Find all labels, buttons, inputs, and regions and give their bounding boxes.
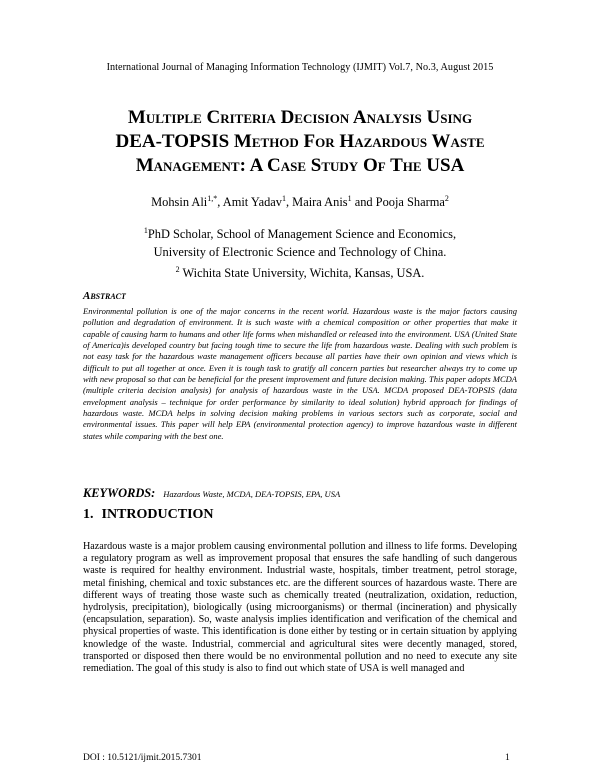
paper-title bbox=[0, 106, 600, 178]
section-heading-introduction bbox=[83, 507, 214, 523]
author-affiliation-mark: 2 bbox=[444, 194, 449, 203]
author-affiliation-mark: 1,* bbox=[207, 194, 218, 203]
journal-running-head: International Journal of Managing Information Technology (IJMIT) Vol.7, No.3, August 2015 bbox=[106, 62, 494, 73]
affiliations bbox=[0, 222, 600, 282]
author-name: Mohsin Ali bbox=[151, 195, 208, 209]
author-name: , Amit Yadav bbox=[217, 195, 282, 209]
introduction-paragraph: Hazardous waste is a major problem causing environmental pollution and illness to life forms. Developing a regulatory program as well as improvement proposal that ensures the safe handling of such dangerous waste is required for healthy environment. Industrial waste, hospitals, timber treatment, petrol storage, metal finishing, chemical and toxic substances etc. are the different sources of hazardous waste. There are different ways of treating those waste such as chemically treated (neutralization, oxidation, reduction, hydrolysis, precipitation), biologically (using microorganisms) or thermal (incineration) and physically (encapsulation, separation). So, waste analysis implies identification and verification of the chemical and physical properties of waste. This identification is done either by testing or in certain situation by applying knowledge of the waste. Industrial, commercial and agricultural sites were decently managed, stored, transported or disposed then there would be no environmental pollution and no need to execute any site remediation. The goal of this study is also to find out which state of USA is well managed and bbox=[83, 541, 517, 675]
author-list bbox=[0, 194, 600, 210]
author-name: , Maira Anis bbox=[285, 195, 348, 209]
affiliation-1-continued: University of Electronic Science and Technology of China. bbox=[153, 245, 447, 259]
title-line-2: DEA-TOPSIS Method For Hazardous Waste bbox=[115, 131, 485, 152]
author-affiliation-mark: 1 bbox=[281, 194, 286, 203]
title-line-3: Management: A Case Study Of The USA bbox=[135, 155, 465, 176]
page-number: 1 bbox=[505, 753, 510, 763]
section-title: INTRODUCTION bbox=[101, 507, 214, 522]
affiliation-1: $^1$PhD Scholar, School of Management Science and Economics, bbox=[143, 226, 457, 241]
abstract-heading: Abstract bbox=[83, 290, 126, 302]
affiliation-2: $^2$ Wichita State University, Wichita, Kansas, USA. bbox=[175, 265, 425, 280]
author-name: and Pooja Sharma bbox=[351, 195, 445, 209]
abstract-body: Environmental pollution is one of the major concerns in the recent world. Hazardous waste is the major factors causing pollution and degradation of environment. It is such waste with a chemical composition or other properties that make it capable of causing harm to humans and other life forms when mishandled or released into the environment. USA (United State of America)is developed country but facing tough time to secure the life from hazardous waste. Dealing with such problem is not easy task for the hazardous waste management officers because all parties have their own opinion and views which is difficult to put all together at once. Even it is tough task to gratify all concern parties but researcher always try to come up with new proposal so that can be beneficial for the present improvement and future decision making. This paper adopts MCDA (multiple criteria decision analysis) for analysis of hazardous waste in the USA. MCDA proposed DEA-TOPSIS (data envelopment analysis – technique for order performance by similarity to ideal solution) hybrid approach for findings of hazardous waste. MCDA helps in solving decision making problems in various sectors such as corporate, social and environmental issues. This paper will help EPA (environmental protection agency) to improve hazardous waste in different states while comparing with the best one. bbox=[83, 306, 517, 441]
section-number: 1. bbox=[83, 507, 94, 522]
keywords-values: Hazardous Waste, MCDA, DEA-TOPSIS, EPA, USA bbox=[163, 489, 341, 499]
keywords-label: KEYWORDS: bbox=[83, 486, 156, 500]
doi-footer: DOI : 10.5121/ijmit.2015.7301 bbox=[83, 753, 202, 763]
author-affiliation-mark: 1 bbox=[347, 194, 352, 203]
keywords-line bbox=[83, 484, 517, 502]
title-line-1: Multiple Criteria Decision Analysis Using bbox=[127, 107, 473, 128]
